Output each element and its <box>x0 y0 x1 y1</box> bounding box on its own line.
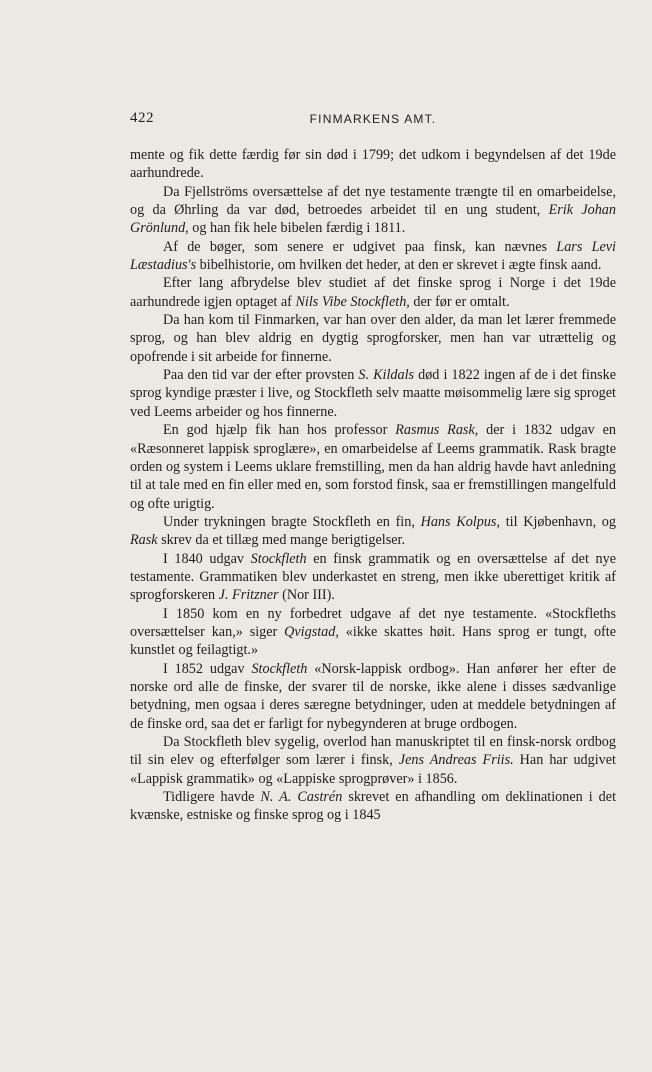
text-span: skrev da et tillæg med mange berigtigelser. <box>157 532 406 549</box>
person-name: Nils Vibe Stockfleth, <box>295 293 410 310</box>
text-span: en finsk grammatik og en oversættelse af det nye testamente. Grammatiken blev underkastet en streng, men ikke uberettiget kritik af sprogforskeren <box>130 550 617 604</box>
person-name: Hans Kolpus, <box>420 513 500 530</box>
text-span: Tidligere havde <box>163 789 261 806</box>
paragraph <box>130 605 616 660</box>
text-span: En god hjælp fik han hos professor <box>163 422 396 439</box>
paragraph <box>130 238 616 275</box>
paragraph <box>130 274 616 311</box>
paragraph <box>130 660 616 733</box>
text-span: mente og fik dette færdig før sin død i 1799; det udkom i begyndelsen af det 19de aarhundrede. <box>130 147 616 182</box>
text-span: Efter lang afbrydelse blev studiet af det finske sprog i Norge i det 19de aarhundrede igjen optaget af <box>130 275 616 310</box>
paragraph <box>130 146 616 183</box>
running-title: FINMARKENS AMT. <box>309 112 437 126</box>
person-name: N. A. Castrén <box>260 789 343 806</box>
person-name: Lars Levi Læstadius's <box>130 238 616 274</box>
person-name: Stockfleth <box>250 550 307 567</box>
paragraph <box>130 421 616 513</box>
body-text <box>130 146 616 825</box>
text-span: (Nor III). <box>278 587 335 604</box>
person-name: Stockfleth <box>251 660 308 677</box>
text-span: Da Fjellströms oversættelse af det nye testamente trængte til en omarbeidelse, og da Øhrling da var død, betroedes arbeidet til en ung student, <box>130 183 616 219</box>
person-name: Erik Johan Grönlund, <box>130 202 616 237</box>
page-number: 422 <box>130 110 154 126</box>
text-span: Han har udgivet «Lappisk grammatik» og «Lappiske sprogprøver» i 1856. <box>130 752 616 787</box>
paragraph <box>130 733 616 788</box>
text-span: Da Stockfleth blev sygelig, overlod han manuskriptet til en finsk-norsk ordbog til sin elev og efterfølger som lærer i finsk, <box>130 734 616 769</box>
paragraph <box>130 183 616 238</box>
text-span: til Kjøbenhavn, og <box>500 513 616 530</box>
paragraph <box>130 788 616 825</box>
text-span: død i 1822 ingen af de i det finske sprog kyndige præster i live, og Stockfleth selv maatte møisommelig lære sig sproget ved Leems arbeider og hos finnerne. <box>130 367 616 420</box>
text-span: I 1840 udgav <box>163 550 251 567</box>
text-span: og han fik hele bibelen færdig i 1811. <box>188 220 406 237</box>
text-span: I 1850 kom en ny forbedret udgave af det nye testamente. «Stockfleths oversættelser kan,» siger <box>130 605 616 640</box>
paragraph <box>130 513 616 550</box>
person-name: J. Fritzner <box>218 587 279 604</box>
person-name: S. Kildals <box>358 367 415 384</box>
text-span: «ikke skattes høit. Hans sprog er tungt, ofte kunstlet og feilagtigt.» <box>130 623 617 659</box>
person-name: Rask <box>130 532 158 549</box>
page-header <box>130 110 616 132</box>
paragraph <box>130 550 616 605</box>
person-name: Jens Andreas Friis. <box>398 752 514 769</box>
text-span: der før er omtalt. <box>409 293 510 310</box>
text-span: bibelhistorie, om hvilken det heder, at den er skrevet i ægte finsk aand. <box>196 257 602 274</box>
text-span: der i 1832 udgav en «Ræsonneret lappisk sproglære», en omarbeidelse af Leems grammatik. Rask bragte orden og system i Leems uklare fremstilling, men da han aldrig havde havt anledning til at tale med en fin eller med en, som forstod finsk, saa er fremstillingen mangelfuld og ofte urigtig. <box>130 422 616 512</box>
text-span: Da han kom til Finmarken, var han over den alder, da man let lærer fremmede sprog, og han blev aldrig en dygtig sprogforsker, men han var utrættelig og opofrende i sit arbeide for finnerne. <box>130 312 616 365</box>
text-span: Paa den tid var der efter provsten <box>163 367 359 384</box>
text-span: Af de bøger, som senere er udgivet paa finsk, kan nævnes <box>163 238 557 255</box>
text-span: I 1852 udgav <box>163 660 252 677</box>
text-span: Under trykningen bragte Stockfleth en fin, <box>163 513 421 530</box>
paragraph <box>130 366 616 421</box>
person-name: Rasmus Rask, <box>395 422 479 439</box>
text-span: skrevet en afhandling om deklinationen i det kvænske, estniske og finske sprog og i 1845 <box>130 789 617 824</box>
paragraph <box>130 311 616 366</box>
person-name: Qvigstad, <box>284 623 339 640</box>
text-span: «Norsk-lappisk ordbog». Han anfører her efter de norske ord alle de finske, der svarer til de norske, ikke alene i disses sædvanlige betydning, men ogsaa i deres særegne betydninger, uden at meddele betydningen af de finske ord, saa det er farligt for nybegynderen at bruge ordbogen. <box>130 660 616 732</box>
